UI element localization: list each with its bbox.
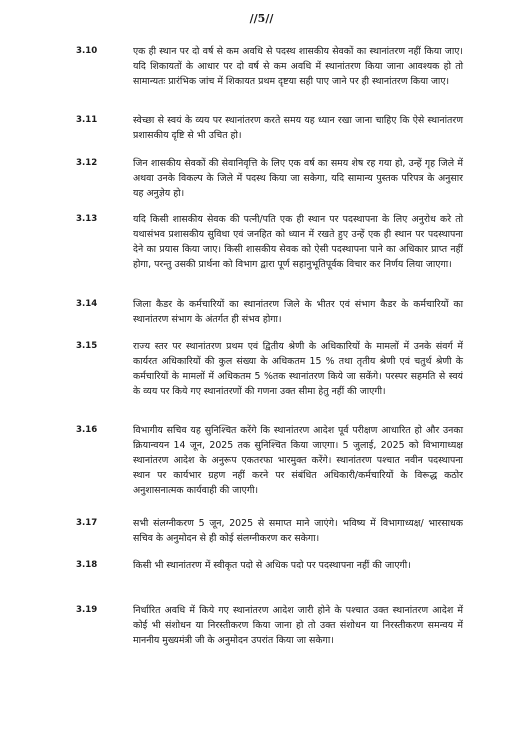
clause-number: 3.15: [76, 341, 98, 351]
clause-number: 3.18: [76, 560, 98, 570]
clause-text: सभी संलग्नीकरण 5 जून, 2025 से समाप्त माने जाएंगे। भविष्य में विभागाध्यक्ष/ भारसाधक सचिव के अनुमोदन से ही कोई संलग्नीकरण कर सकेगा।: [133, 518, 463, 544]
clause-text: राज्य स्तर पर स्थानांतरण प्रथम एवं द्वितीय श्रेणी के अधिकारियों के मामलों में उनके संवर्ग में कार्यरत अधिकारियों की कुल संख्या के अधिकतम 15 % तथा तृतीय श्रेणी एवं चतुर्थ श्रेणी के कर्मचारियों के मामलों में अधिकतम 5 %तक स्थानांतरण किये जा सकेंगे। परस्पर सहमति से स्वयं के व्यय पर किये गए स्थानांतरणों की गणना उक्त सीमा हेतु नहीं की जाएगी।: [133, 341, 463, 397]
clause-number: 3.17: [76, 518, 98, 528]
clause-text: विभागीय सचिव यह सुनिश्चित करेंगे कि स्थानांतरण आदेश पूर्व परीक्षण आधारित हो और उनका क्रियान्वयन 14 जून, 2025 तक सुनिश्चित किया जाएगा। 5 जुलाई, 2025 को विभागाध्यक्ष स्थानांतरण आदेश के अनुरूप एकतरफा भारमुक्त करेंगे। स्थानांतरण पश्चात नवीन पदस्थापना स्थान पर कार्यभार ग्रहण नहीं करने पर संबंधित अधिकारी/कर्मचारियों के विरूद्ध कठोर अनुशासनात्मक कार्यवाही की जाएगी।: [133, 425, 463, 496]
clause-number: 3.14: [76, 299, 98, 309]
clause-text: स्वेच्छा से स्वयं के व्यय पर स्थानांतरण करते समय यह ध्यान रखा जाना चाहिए कि ऐसे स्थानांतरण प्रशासकीय दृष्टि से भी उचित हो।: [133, 115, 463, 141]
clause-number: 3.19: [76, 605, 98, 615]
clause-text: किसी भी स्थानांतरण में स्वीकृत पदो से अधिक पदो पर पदस्थापना नहीं की जाएगी।: [133, 560, 411, 571]
clause-text: जिन शासकीय सेवकों की सेवानिवृत्ति के लिए एक वर्ष का समय शेष रह गया हो, उन्हें गृह जिले में अथवा उनके विकल्प के जिले में पदस्थ किया जा सकेगा, यदि सामान्य पुस्तक परिपत्र के अनुसार यह अनुज्ञेय हो।: [133, 158, 463, 199]
clause-text: जिला कैडर के कर्मचारियों का स्थानांतरण जिले के भीतर एवं संभाग कैडर के कर्मचारियों का स्थानांतरण संभाग के अंतर्गत ही संभव होगा।: [133, 299, 463, 325]
clause-text: निर्धारित अवधि में किये गए स्थानांतरण आदेश जारी होने के पश्चात उक्त स्थानांतरण आदेश में कोई भी संशोधन या निरस्तीकरण किया जाना हो तो उक्त संशोधन या निरस्तीकरण समन्वय में माननीय मुख्यमंत्री जी के अनुमोदन उपरांत किया जा सकेगा।: [133, 605, 463, 646]
clause-text: यदि किसी शासकीय सेवक की पत्नी/पति एक ही स्थान पर पदस्थापना के लिए अनुरोध करे तो यथासंभव प्रशासकीय सुविधा एवं जनहित को ध्यान में रखते हुए उन्हें एक ही स्थान पर पदस्थापना देने का प्रयास किया जाए। किसी शासकीय सेवक को ऐसी पदस्थापना पाने का अधिकार प्राप्त नहीं होगा, परन्तु उसकी प्रार्थना को विभाग द्वारा पूर्ण सहानुभूतिपूर्वक विचार कर निर्णय लिया जाएगा।: [133, 214, 463, 270]
clause-number: 3.12: [76, 158, 98, 168]
clause-number: 3.13: [76, 214, 98, 224]
clause-number: 3.10: [76, 46, 98, 56]
clause-number: 3.16: [76, 425, 98, 435]
clause-number: 3.11: [76, 115, 98, 125]
clause-text: एक ही स्थान पर दो वर्ष से कम अवधि से पदस्थ शासकीय सेवकों का स्थानांतरण नहीं किया जाए। यदि शिकायतों के आधार पर दो वर्ष से कम अवधि में स्थानांतरण किया जाना आवश्यक हो तो सामान्यतः प्रारंभिक जांच में शिकायत प्रथम दृष्टया सही पाए जाने पर ही स्थानांतरण किया जाए।: [133, 46, 463, 87]
page-number: //5//: [249, 12, 274, 25]
